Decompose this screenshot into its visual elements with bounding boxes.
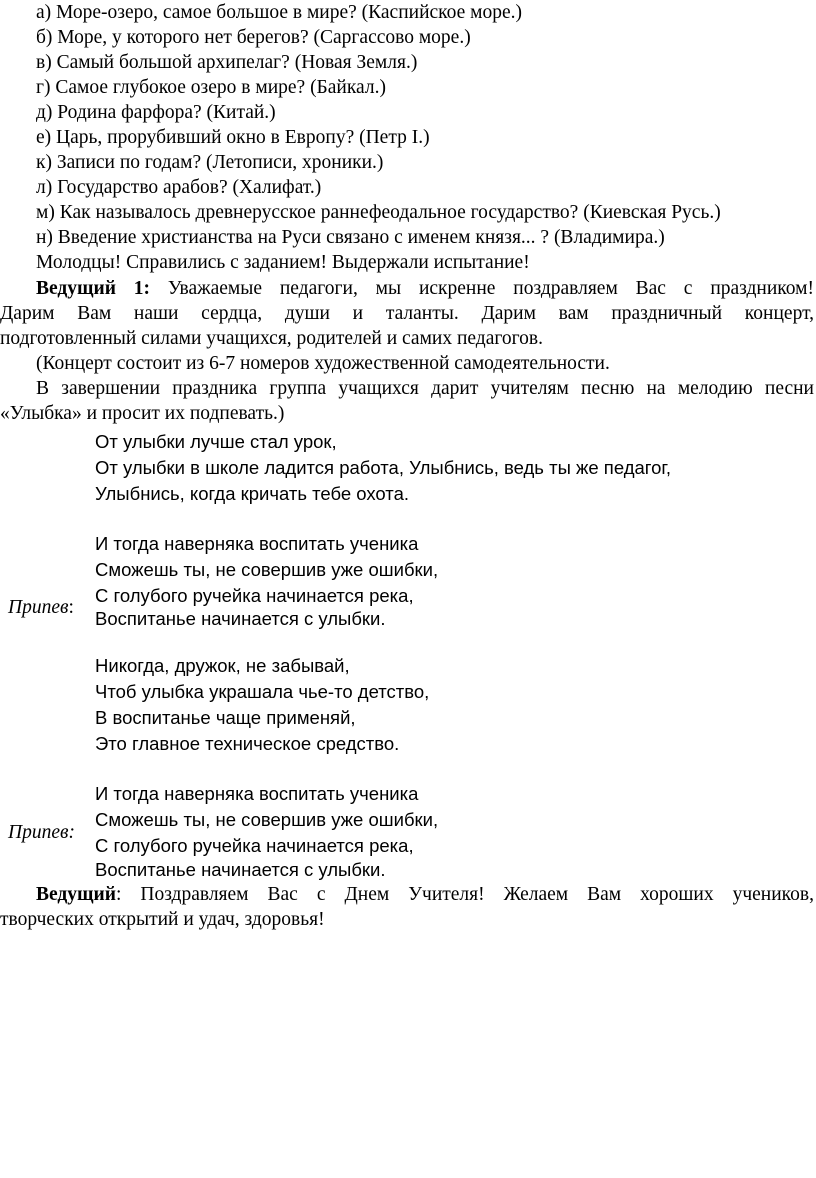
chorus-label-colon: : xyxy=(68,597,74,618)
quiz-item: л) Государство арабов? (Халифат.) xyxy=(36,177,322,198)
song-line: Воспитанье начинается с улыбки. xyxy=(95,859,386,880)
host-final-line xyxy=(36,882,814,907)
quiz-item: д) Родина фарфора? (Китай.) xyxy=(36,102,276,123)
song-line: И тогда наверняка воспитать ученика xyxy=(95,783,419,804)
song-line: Улыбнись, когда кричать тебе охота. xyxy=(95,483,410,504)
song-line: Сможешь ты, не совершив уже ошибки, xyxy=(95,809,439,830)
song-line: Чтоб улыбка украшала чье-то детство, xyxy=(95,681,430,702)
song-line: С голубого ручейка начинается река, xyxy=(95,585,414,606)
praise-text: Молодцы! Справились с заданием! Выдержали испытание! xyxy=(36,252,530,273)
song-line: С голубого ручейка начинается река, xyxy=(95,835,414,856)
quiz-item: к) Записи по годам? (Летописи, хроники.) xyxy=(36,152,384,173)
quiz-item: н) Введение христианства на Руси связано с именем князя... ? (Владимира.) xyxy=(36,227,665,248)
note-line: В завершении праздника группа учащихся дарит учителям песню на мелодию песни xyxy=(36,378,814,399)
quiz-item: в) Самый большой архипелаг? (Новая Земля.) xyxy=(36,52,418,73)
quiz-item: г) Самое глубокое озеро в мире? (Байкал.) xyxy=(36,77,386,98)
song-line: От улыбки лучше стал урок, xyxy=(95,431,337,452)
song-line: И тогда наверняка воспитать ученика xyxy=(95,533,419,554)
host-final-text: : Поздравляем Вас с Днем Учителя! Желаем Вам хороших учеников, xyxy=(115,884,814,905)
host1-line: Дарим Вам наши сердца, души и таланты. Дарим вам праздничный концерт, xyxy=(0,303,814,324)
note-line: «Улыбка» и просит их подпевать.) xyxy=(0,403,285,424)
host1-speaker: Ведущий 1: xyxy=(36,278,151,299)
chorus-label xyxy=(8,595,74,620)
host1-line xyxy=(36,276,814,301)
song-line: Это главное техническое средство. xyxy=(95,733,400,754)
host-final-line: творческих открытий и удач, здоровья! xyxy=(0,909,325,930)
chorus-label-text: Припев xyxy=(8,597,69,618)
song-line: В воспитанье чаще применяй, xyxy=(95,707,356,728)
quiz-item: а) Море-озеро, самое большое в мире? (Каспийское море.) xyxy=(36,2,523,23)
song-line: Воспитанье начинается с улыбки. xyxy=(95,608,386,629)
quiz-item: м) Как называлось древнерусское раннефеодальное государство? (Киевская Русь.) xyxy=(36,202,721,223)
chorus-label: Припев: xyxy=(8,822,75,843)
song-line: Никогда, дружок, не забывай, xyxy=(95,655,350,676)
song-line: Сможешь ты, не совершив уже ошибки, xyxy=(95,559,439,580)
song-line: От улыбки в школе ладится работа, Улыбнись, ведь ты же педагог, xyxy=(95,457,672,478)
quiz-item: е) Царь, прорубивший окно в Европу? (Петр I.) xyxy=(36,127,430,148)
host-final-speaker: Ведущий xyxy=(36,884,116,905)
quiz-item: б) Море, у которого нет берегов? (Саргассово море.) xyxy=(36,27,471,48)
host1-text: Уважаемые педагоги, мы искренне поздравляем Вас с праздником! xyxy=(150,278,814,299)
host1-line: подготовленный силами учащихся, родителей и самих педагогов. xyxy=(0,328,543,349)
note-line: (Концерт состоит из 6-7 номеров художественной самодеятельности. xyxy=(36,353,610,374)
